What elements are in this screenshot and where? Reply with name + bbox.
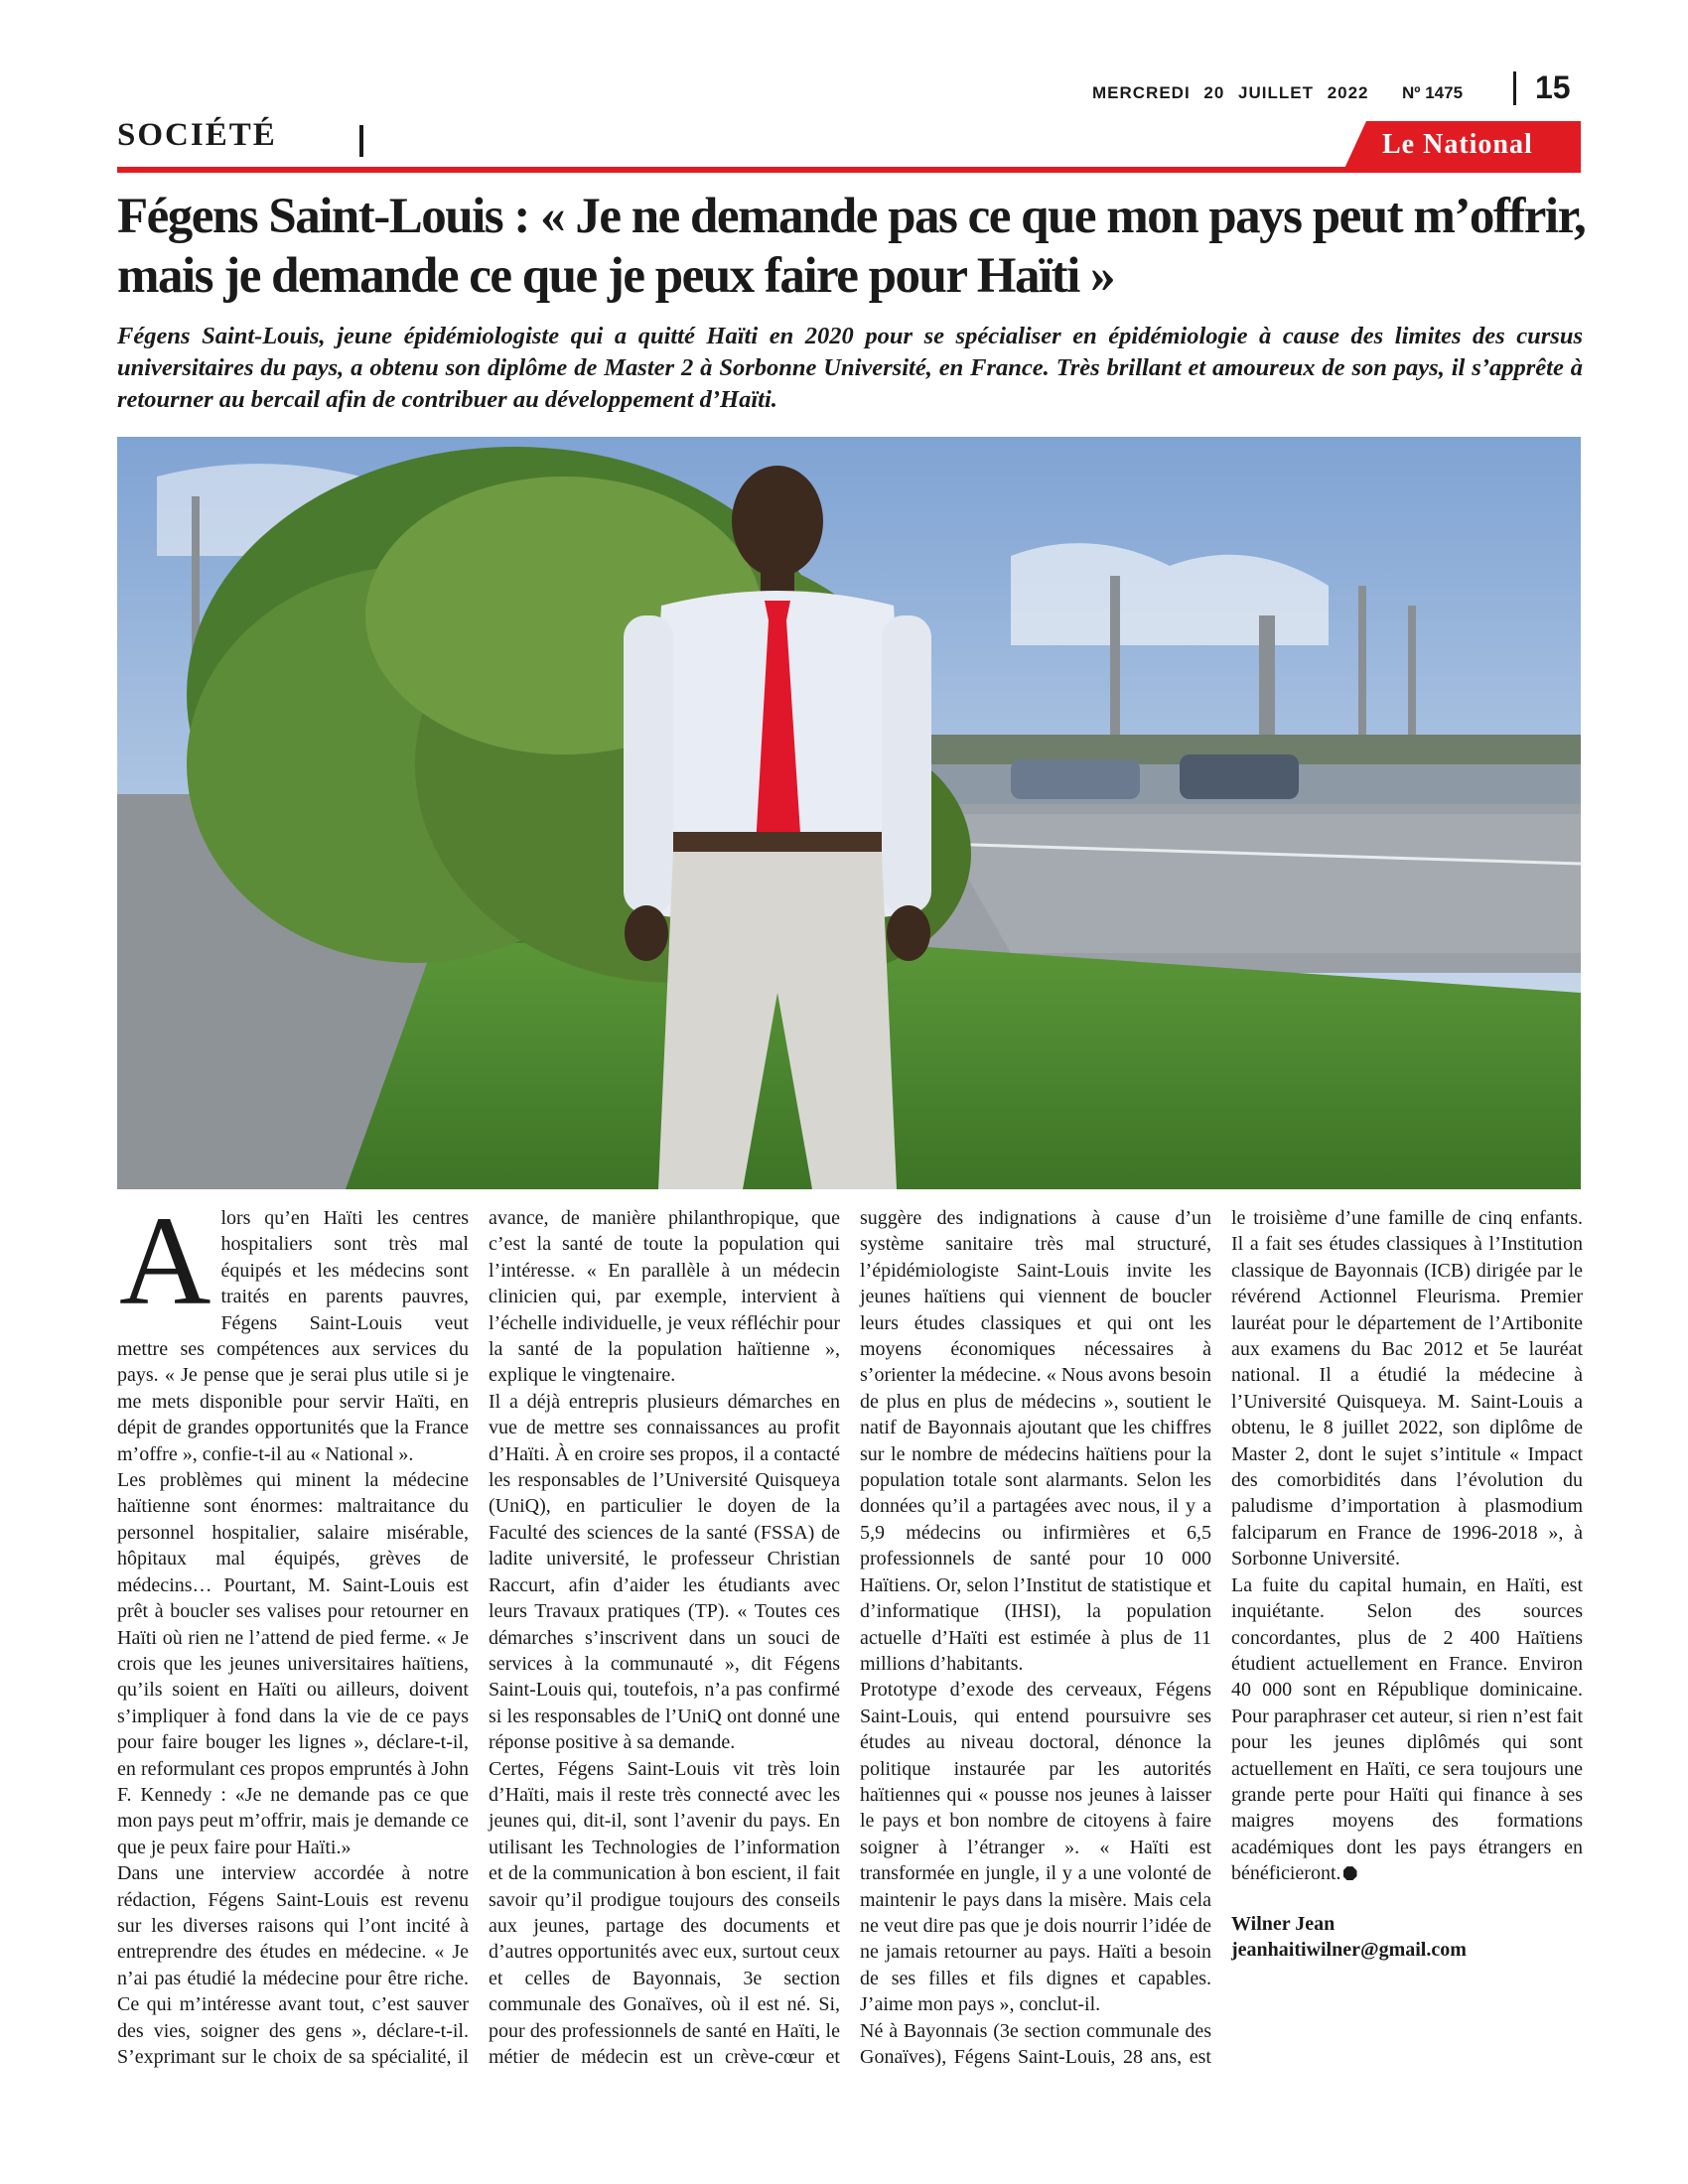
- article-headline: Fégens Saint-Louis : « Je ne demande pas ce que mon pays peut m’offrir, mais je demande ce que je peux faire pour Haïti »: [117, 189, 1586, 304]
- masthead-top: [0, 69, 1688, 115]
- paragraph-text: La fuite du capital humain, en Haïti, est inquiétante. Selon des sources concordantes, plus de 2 400 Haïtiens étudient actuellement en France. Environ 40 000 sont en République dominicaine. Pour paraphraser cet auteur, si rien n’est fait pour les jeunes diplômés qui sont actuellement en Haïti, ce sera toujours une grande perte pour Haïti qui finance à ses maigres moyens des formations académiques dont les pays étrangers en bénéficieront.: [1231, 1573, 1583, 1885]
- section-rule: [117, 167, 1581, 173]
- article-paragraph: Certes, Fégens Saint-Louis vit très loin d’Haïti, mais il reste très connecté avec les jeunes qui, dit-il, sont l’avenir du pays. En utilisant les Technologies de l’information et de la communication à bon escient, il fait savoir qu’il prodigue toujours des conseils aux jeunes, partage des documents et d’autres opportunités avec eux, surtout ceux et celles de Bayonnais, 3e section communale des Gonaïves, où il est né. Si, pour des professionnels de santé en Haïti, le métier de médecin est un crève-cœur et suggère des indignations à cause d’un système sanitaire très mal structuré, l’épidémiologiste Saint-Louis invite les jeunes haïtiens qui viennent de boucler leurs études classiques et qui ont les moyens économiques nécessaires à s’orienter la médecine. « Nous avons besoin de plus en plus de médecins », soutient le natif de Bayonnais ajoutant que les chiffres sur le nombre de médecins haïtiens pour la population totale sont alarmants. Selon les données qu’il a partagées avec nous, il y a 5,9 médecins ou infirmières et 6,5 professionnels de santé pour 10 000 Haïtiens. Or, selon l’Institut de statistique et d’informatique (IHSI), la population actuelle d’Haïti est estimée à plus de 11 millions d’habitants.: [489, 1207, 1211, 2068]
- end-of-article-icon: [1343, 1866, 1357, 1880]
- brand-name: Le National: [1382, 129, 1533, 160]
- portrait-photo-illustration: [117, 437, 1581, 1189]
- article-paragraph: [1231, 1572, 1583, 1887]
- author-email: jeanhaitiwilner@gmail.com: [1231, 1938, 1467, 1961]
- issue-date: MERCREDI 20 JUILLET 2022: [1092, 83, 1369, 102]
- article-photo: [117, 437, 1581, 1189]
- article-paragraph: Dans une interview accordée à notre rédaction, Fégens Saint-Louis est revenu sur les diverses raisons qui l’ont incité à entreprendre des études en médecine. « Je n’ai pas étudié la médecine pour être riche. Ce qui m’intéresse avant tout, c’est sauver des vies, soigner des gens », déclare-t-il. S’exprimant sur le choix de sa spécialité, il avance, de manière philanthropique, que c’est la santé de toute la population qui l’intéresse. « En parallèle à un médecin clinicien qui, par exemple, intervient à l’échelle individuelle, je veux réfléchir pour la santé de la population haïtienne », explique le vingtenaire.: [117, 1207, 840, 2068]
- article-paragraph: Né à Bayonnais (3e section communale des Gonaïves), Fégens Saint-Louis, 28 ans, est le troisième d’une famille de cinq enfants. Il a fait ses études classiques à l’Institution classique de Bayonnais (ICB) dirigée par le révérend Actionnel Fleurisma. Premier lauréat pour le département de l’Artibonite aux examens du Bac 2012 et 5e lauréat national. Il a étudié la médecine à l’Université Quisqueya. M. Saint-Louis a obtenu, le 8 juillet 2022, son diplôme de Master 2, dont le sujet s’intitule « Impact des comorbidités dans l’évolution du paludisme d’importation à plasmodium falciparum en France de 1996-2018 », à Sorbonne Université.: [860, 1207, 1583, 2068]
- drop-cap: A: [119, 1190, 211, 1331]
- page-number: 15: [1535, 69, 1571, 105]
- author-name: Wilner Jean: [1231, 1912, 1336, 1935]
- page-number-divider: [1513, 71, 1516, 105]
- article-lede: Fégens Saint-Louis, jeune épidémiologiste qui a quitté Haïti en 2020 pour se spécialiser en épidémiologie à cause des limites des cursus universitaires du pays, a obtenu son diplôme de Master 2 à Sorbonne Université, en France. Très brillant et amoureux de son pays, il s’apprête à retourner au bercail afin de contribuer au développement d’Haïti.: [117, 323, 1583, 413]
- paragraph-text: lors qu’en Haïti les centres hospitaliers sont très mal équipés et les médecins sont traités en parents pauvres, Fégens Saint-Louis veut mettre ses compétences aux services du pays. « Je pense que je serai plus utile si je me mets disponible pour servir Haïti, en dépit de grandes opportunités que la France m’offre », confie-t-il au « National ».: [117, 1207, 469, 1465]
- section-label: SOCIÉTÉ: [117, 117, 277, 153]
- article-paragraph: Prototype d’exode des cerveaux, Fégens Saint-Louis, qui entend poursuivre ses études au niveau doctoral, dénonce la politique instaurée par les autorités haïtiennes qui « pousse nos jeunes à laisser le pays et bon nombre de citoyens à faire soigner à l’étranger ». « Haïti est transformée en jungle, il y a une volonté de maintenir le pays dans la misère. Mais cela ne veut dire pas que je dois nourrir l’idée de ne jamais retourner au pays. Haïti a besoin de ses filles et fils dignes et capables. J’aime mon pays », conclut-il.: [860, 1679, 1211, 2016]
- article-paragraph: Les problèmes qui minent la médecine haïtienne sont énormes: maltraitance du personnel hospitalier, salaire misérable, hôpitaux mal équipés, grèves de médecins… Pourtant, M. Saint-Louis est prêt à boucler ses valises pour retourner en Haïti où rien ne l’attend de pied ferme. « Je crois que les jeunes universitaires haïtiens, qu’ils soient en Haïti ou ailleurs, doivent s’impliquer à fond dans la vie de ce pays pour faire bouger les lignes », déclare-t-il, en reformulant ces propos empruntés à John F. Kennedy : «Je ne demande pas ce que mon pays peut m’offrir, mais je demande ce que je peux faire pour Haïti.»: [117, 1469, 469, 1858]
- issue-number: Nº 1475: [1402, 83, 1464, 102]
- section-divider: [359, 125, 363, 157]
- article-paragraph: Il a déjà entrepris plusieurs démarches en vue de mettre ses connaissances au profit d’Haïti. À en croire ses propos, il a contacté les responsables de l’Université Quisqueya (UniQ), en particulier le doyen de la Faculté des sciences de la santé (FSSA) de ladite université, le professeur Christian Raccurt, afin d’aider les étudiants avec leurs Travaux pratiques (TP). « Toutes ces démarches s’inscrivent dans un souci de services à la communauté », dit Fégens Saint-Louis qui, toutefois, n’a pas confirmé si les responsables de l’UniQ ont donné une réponse positive à sa demande.: [489, 1390, 840, 1754]
- author-block: [1231, 1911, 1583, 1964]
- article-paragraph: [117, 1190, 469, 1467]
- article-body: [117, 1190, 1583, 2079]
